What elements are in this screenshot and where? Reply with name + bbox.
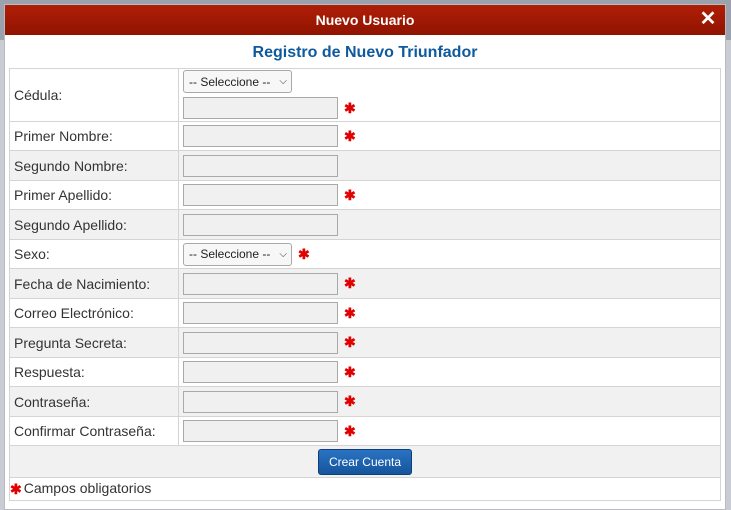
dialog-titlebar [5,5,725,35]
create-account-button[interactable]: Crear Cuenta [318,449,412,475]
pregunta-input[interactable] [183,332,338,354]
form-heading: Registro de Nuevo Triunfador [252,44,478,61]
cedula-type-select-value: -- Seleccione -- [189,74,271,89]
required-icon: ✱ [344,275,356,291]
cedula-type-select[interactable] [183,70,292,93]
fecha-nacimiento-input[interactable] [183,273,338,295]
required-icon: ✱ [344,334,356,350]
required-icon: ✱ [344,393,356,409]
correo-input[interactable] [183,302,338,324]
required-icon: ✱ [344,99,356,116]
required-icon: ✱ [344,186,356,203]
confirmar-input[interactable] [183,420,338,442]
sexo-select-value: -- Seleccione -- [189,247,271,261]
required-icon: ✱ [344,127,356,144]
sexo-select[interactable] [183,243,292,266]
sexo-label: Sexo: [10,240,179,269]
correo-label: Correo Electrónico: [10,299,179,328]
cedula-input[interactable] [183,97,338,119]
required-icon: ✱ [344,363,356,380]
close-icon[interactable]: ✕ [699,8,717,30]
primer-nombre-input[interactable] [183,125,338,147]
required-note [10,478,721,501]
segundo-apellido-label: Segundo Apellido: [10,210,179,240]
new-user-dialog [4,4,726,510]
required-icon: ✱ [344,422,356,439]
contrasena-label: Contraseña: [10,387,179,417]
segundo-nombre-input[interactable] [183,155,338,177]
confirmar-label: Confirmar Contraseña: [10,417,179,446]
primer-apellido-label: Primer Apellido: [10,181,179,210]
respuesta-label: Respuesta: [10,358,179,387]
contrasena-input[interactable] [183,391,338,413]
registration-form [9,68,721,501]
required-note-text: Campos obligatorios [23,480,152,497]
segundo-apellido-input[interactable] [183,214,338,236]
pregunta-label: Pregunta Secreta: [10,328,179,358]
primer-apellido-input[interactable] [183,184,338,206]
chevron-down-icon: ⌵ [279,248,287,260]
required-icon: ✱ [344,304,356,321]
dialog-title: Nuevo Usuario [315,12,415,28]
respuesta-input[interactable] [183,361,338,383]
required-icon: ✱ [298,245,310,262]
cedula-label: Cédula: [10,69,179,122]
primer-nombre-label: Primer Nombre: [10,122,179,151]
fecha-nacimiento-label: Fecha de Nacimiento: [10,269,179,299]
chevron-down-icon: ⌵ [279,76,287,87]
required-icon: ✱ [10,480,22,497]
segundo-nombre-label: Segundo Nombre: [10,151,179,181]
